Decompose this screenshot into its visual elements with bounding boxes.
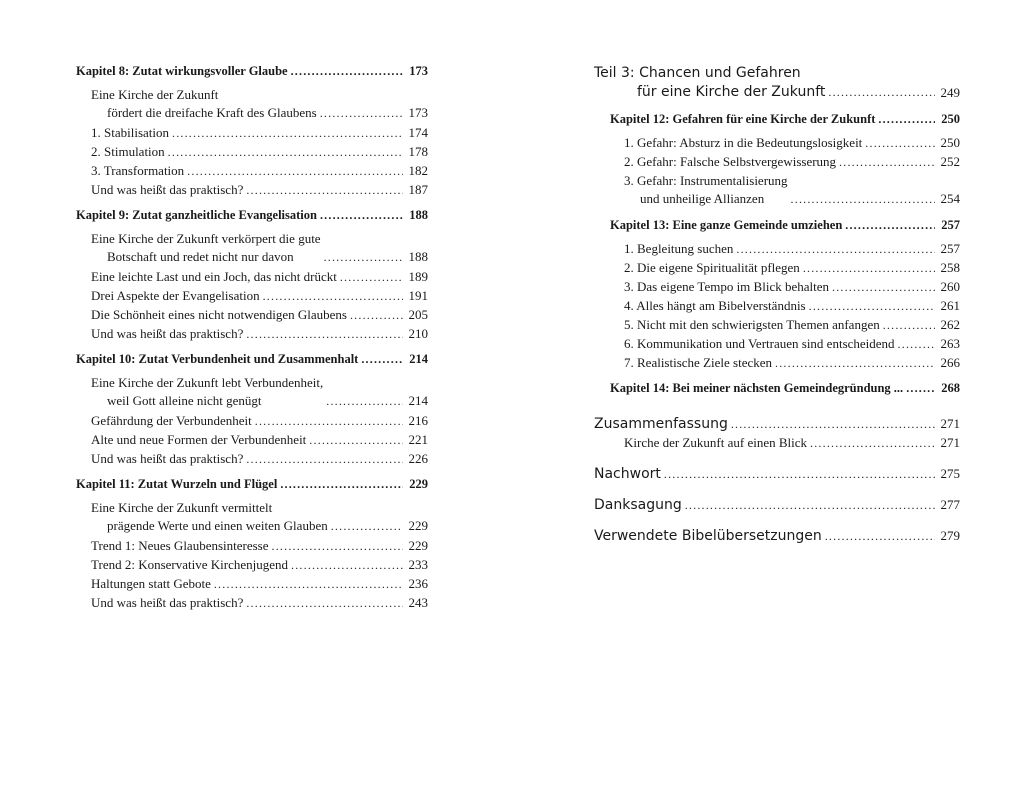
- toc-entry: [594, 316, 960, 334]
- toc-entry: [76, 306, 428, 324]
- toc-entry-line: Eine Kirche der Zukunft verkörpert die gute: [91, 231, 321, 246]
- toc-entry: [76, 230, 428, 266]
- page-number: 275: [940, 466, 960, 481]
- dot-leader: [331, 517, 403, 535]
- toc-entry-line: Verwendete Bibelübersetzungen: [594, 528, 822, 544]
- toc-entry-line: 2. Die eigene Spiritualität pflegen: [624, 260, 800, 275]
- dot-leader: [324, 248, 403, 266]
- toc-entry-title: [76, 287, 260, 305]
- toc-entry-line: Eine Kirche der Zukunft vermittelt: [91, 500, 273, 515]
- toc-entry-line: 3. Das eigene Tempo im Blick behalten: [624, 279, 829, 294]
- dot-leader: [272, 537, 403, 555]
- toc-entry: [76, 124, 428, 142]
- page-number: 191: [408, 288, 428, 303]
- toc-entry-title: [594, 110, 875, 128]
- toc-entry: [594, 110, 960, 128]
- toc-entry: [76, 374, 428, 410]
- toc-entry-title: [76, 594, 243, 612]
- toc-entry: [594, 297, 960, 315]
- toc-entry-line: Haltungen statt Gebote: [91, 576, 211, 591]
- toc-entry-title: [594, 216, 842, 234]
- page-number: 262: [940, 317, 960, 332]
- dot-leader: [685, 496, 935, 515]
- toc-entry: [76, 475, 428, 493]
- page-number: 257: [940, 241, 960, 256]
- toc-entry: [76, 62, 428, 80]
- toc-entry: [76, 537, 428, 555]
- toc-entry-title: [76, 124, 169, 142]
- dot-leader: [214, 575, 403, 593]
- toc-entry: [594, 335, 960, 353]
- toc-entry-title: [76, 162, 184, 180]
- toc-entry-line: Trend 1: Neues Glaubensinteresse: [91, 538, 269, 553]
- toc-entry: [76, 556, 428, 574]
- toc-entry-title: [76, 143, 165, 161]
- page-number: 243: [408, 595, 428, 610]
- page-number: 214: [409, 352, 428, 366]
- toc-entry: [594, 216, 960, 234]
- toc-entry-line: 3. Transformation: [91, 163, 185, 178]
- toc-entry-title: [594, 335, 895, 353]
- dot-leader: [832, 278, 935, 296]
- page-number: 260: [940, 279, 960, 294]
- toc-entry-title: [594, 527, 822, 546]
- toc-entry-line: 1. Gefahr: Absturz in die Bedeutungslosigkeit: [624, 135, 863, 150]
- toc-entry-line: Drei Aspekte der Evangelisation: [91, 288, 260, 303]
- toc-entry-line: 6. Kommunikation und Vertrauen sind entscheidend: [624, 336, 895, 351]
- dot-leader: [825, 527, 935, 546]
- page-number: 271: [940, 435, 960, 450]
- toc-entry-continuation: prägende Werte und einen weiten Glauben: [107, 518, 328, 533]
- toc-entry: [594, 464, 960, 484]
- toc-entry-line: Alte und neue Formen der Verbundenheit: [91, 432, 307, 447]
- toc-entry: [76, 268, 428, 286]
- toc-entry-title: [594, 434, 807, 452]
- toc-entry-line: Und was heißt das praktisch?: [91, 182, 244, 197]
- toc-entry: [76, 499, 428, 535]
- toc-entry-title: [76, 268, 337, 286]
- toc-entry-title: [76, 206, 317, 224]
- toc-entry: [76, 450, 428, 468]
- dot-leader: [736, 240, 935, 258]
- page-number: 216: [408, 413, 428, 428]
- toc-entry-line: Und was heißt das praktisch?: [91, 451, 244, 466]
- page-number: 221: [408, 432, 428, 447]
- toc-entry-title: [594, 297, 806, 315]
- toc-entry-title: [76, 475, 277, 493]
- page-number: 277: [940, 497, 960, 512]
- toc-entry-line: Und was heißt das praktisch?: [91, 595, 244, 610]
- page-number: 261: [940, 298, 960, 313]
- toc-entry: [76, 287, 428, 305]
- toc-entry-line: Kapitel 12: Gefahren für eine Kirche der Zukunft: [610, 112, 876, 126]
- dot-leader: [865, 134, 935, 152]
- toc-entry: [594, 259, 960, 277]
- dot-leader: [246, 325, 403, 343]
- toc-entry-title: [76, 431, 306, 449]
- dot-leader: [246, 450, 403, 468]
- page-number: 250: [940, 135, 960, 150]
- toc-entry-line: 4. Alles hängt am Bibelverständnis: [624, 298, 806, 313]
- dot-leader: [845, 216, 935, 234]
- toc-entry-line: Und was heißt das praktisch?: [91, 326, 244, 341]
- toc-entry: [76, 575, 428, 593]
- toc-entry-title: [76, 412, 252, 430]
- page-number: 249: [940, 85, 960, 100]
- toc-entry-line: Zusammenfassung: [594, 416, 728, 432]
- toc-entry: [76, 162, 428, 180]
- toc-entry-title: [76, 306, 347, 324]
- page-number: 187: [408, 182, 428, 197]
- toc-entry-line: Kapitel 10: Zutat Verbundenheit und Zusammenhalt: [76, 352, 359, 366]
- toc-entry-continuation: fördert die dreifache Kraft des Glaubens: [107, 105, 317, 120]
- page-number: 188: [408, 249, 428, 264]
- toc-entry-line: Trend 2: Konservative Kirchenjugend: [91, 557, 289, 572]
- page-number: 173: [409, 64, 428, 78]
- toc-entry-title: [594, 379, 903, 397]
- toc-entry-line: Eine Kirche der Zukunft: [91, 87, 219, 102]
- toc-entry: [76, 86, 428, 122]
- page-number: 279: [940, 528, 960, 543]
- toc-entry: [76, 412, 428, 430]
- toc-entry-title: [76, 499, 328, 535]
- toc-entry-line: 1. Stabilisation: [91, 125, 169, 140]
- toc-entry-line: Kapitel 8: Zutat wirkungsvoller Glaube: [76, 64, 288, 78]
- toc-entry: [594, 379, 960, 397]
- page-number: 266: [940, 355, 960, 370]
- page-number: 236: [408, 576, 428, 591]
- page-number: 229: [408, 538, 428, 553]
- toc-entry: [594, 414, 960, 434]
- toc-entry-title: [76, 575, 211, 593]
- toc-entry-line: Kapitel 13: Eine ganze Gemeinde umziehen: [610, 218, 843, 232]
- toc-entry-title: [76, 86, 317, 122]
- page-number: 257: [941, 218, 960, 232]
- dot-leader: [291, 62, 403, 80]
- toc-entry: [594, 172, 960, 208]
- dot-leader: [883, 316, 935, 334]
- dot-leader: [803, 259, 935, 277]
- page-number: 214: [408, 393, 428, 408]
- page-number: 268: [941, 381, 960, 395]
- toc-entry-line: 2. Gefahr: Falsche Selbstvergewisserung: [624, 154, 837, 169]
- toc-entry-line: Danksagung: [594, 497, 682, 513]
- toc-entry-title: [594, 64, 825, 102]
- toc-entry-title: [76, 62, 288, 80]
- toc-entry: [594, 64, 960, 102]
- toc-entry-title: [594, 259, 800, 277]
- dot-leader: [263, 287, 403, 305]
- page-number: 252: [940, 154, 960, 169]
- page-number: 271: [940, 416, 960, 431]
- dot-leader: [906, 379, 935, 397]
- page-number: 210: [408, 326, 428, 341]
- dot-leader: [361, 350, 403, 368]
- toc-entry-title: [594, 496, 682, 515]
- toc-entry-title: [594, 415, 728, 434]
- toc-entry-title: [76, 450, 243, 468]
- toc-entry: [594, 240, 960, 258]
- page-number: 258: [940, 260, 960, 275]
- toc-entry-title: [594, 240, 733, 258]
- page-number: 250: [941, 112, 960, 126]
- toc-entry-line: Kapitel 14: Bei meiner nächsten Gemeindegründung ...: [610, 381, 904, 395]
- toc-entry: [594, 354, 960, 372]
- dot-leader: [320, 206, 403, 224]
- dot-leader: [350, 306, 403, 324]
- toc-entry-title: [76, 230, 321, 266]
- dot-leader: [172, 124, 403, 142]
- dot-leader: [168, 143, 403, 161]
- dot-leader: [280, 475, 403, 493]
- toc-entry-title: [76, 374, 323, 410]
- toc-entry: [76, 594, 428, 612]
- toc-entry-continuation: weil Gott alleine nicht genügt: [107, 393, 262, 408]
- dot-leader: [340, 268, 403, 286]
- page-number: 233: [408, 557, 428, 572]
- toc-entry-line: Kapitel 9: Zutat ganzheitliche Evangelisation: [76, 208, 317, 222]
- toc-entry-title: [594, 354, 772, 372]
- dot-leader: [320, 104, 403, 122]
- dot-leader: [246, 181, 403, 199]
- dot-leader: [839, 153, 935, 171]
- toc-entry-line: Die Schönheit eines nicht notwendigen Glaubens: [91, 307, 347, 322]
- toc-entry-title: [76, 350, 358, 368]
- dot-leader: [187, 162, 403, 180]
- toc-entry-line: Kapitel 11: Zutat Wurzeln und Flügel: [76, 477, 278, 491]
- toc-entry-line: 3. Gefahr: Instrumentalisierung: [624, 173, 788, 188]
- toc-entry-title: [594, 316, 880, 334]
- dot-leader: [664, 465, 935, 484]
- dot-leader: [326, 392, 403, 410]
- toc-entry-title: [76, 537, 269, 555]
- toc-entry-line: 2. Stimulation: [91, 144, 165, 159]
- dot-leader: [309, 431, 403, 449]
- toc-entry-line: 7. Realistische Ziele stecken: [624, 355, 773, 370]
- toc-entry-continuation: Botschaft und redet nicht nur davon: [107, 249, 294, 264]
- page-number: 226: [408, 451, 428, 466]
- toc-entry-title: [76, 181, 243, 199]
- page-number: 205: [408, 307, 428, 322]
- toc-entry: [76, 143, 428, 161]
- toc-entry: [594, 278, 960, 296]
- dot-leader: [809, 297, 935, 315]
- dot-leader: [878, 110, 935, 128]
- toc-entry: [594, 153, 960, 171]
- page-number: 173: [408, 105, 428, 120]
- toc-entry-title: [76, 556, 288, 574]
- page-number: 174: [408, 125, 428, 140]
- toc-entry-continuation: für eine Kirche der Zukunft: [637, 84, 826, 100]
- toc-entry: [76, 325, 428, 343]
- toc-entry-line: Kirche der Zukunft auf einen Blick: [624, 435, 808, 450]
- toc-entry-title: [594, 134, 862, 152]
- toc-entry: [594, 526, 960, 546]
- toc-entry-title: [594, 278, 829, 296]
- toc-entry-title: [594, 172, 788, 208]
- dot-leader: [828, 83, 935, 102]
- toc-entry-title: [594, 153, 836, 171]
- toc-entry: [76, 181, 428, 199]
- dot-leader: [291, 556, 403, 574]
- dot-leader: [898, 335, 935, 353]
- toc-entry-line: 5. Nicht mit den schwierigsten Themen anfangen: [624, 317, 880, 332]
- page-number: 189: [408, 269, 428, 284]
- dot-leader: [731, 415, 935, 434]
- page-number: 254: [940, 191, 960, 206]
- dot-leader: [246, 594, 403, 612]
- toc-entry: [76, 350, 428, 368]
- toc-entry-title: [76, 325, 243, 343]
- dot-leader: [255, 412, 403, 430]
- page-number: 182: [408, 163, 428, 178]
- toc-entry-line: Eine Kirche der Zukunft lebt Verbundenheit,: [91, 375, 324, 390]
- toc-entry-line: Teil 3: Chancen und Gefahren: [594, 65, 801, 81]
- toc-entry: [76, 431, 428, 449]
- page-number: 229: [408, 518, 428, 533]
- page-number: 229: [409, 477, 428, 491]
- toc-entry-line: 1. Begleitung suchen: [624, 241, 734, 256]
- toc-entry-line: Eine leichte Last und ein Joch, das nicht drückt: [91, 269, 337, 284]
- toc-entry: [594, 434, 960, 452]
- toc-entry-title: [594, 465, 661, 484]
- toc-entry: [594, 134, 960, 152]
- dot-leader: [775, 354, 935, 372]
- dot-leader: [791, 190, 935, 208]
- page-number: 178: [408, 144, 428, 159]
- page-number: 263: [940, 336, 960, 351]
- toc-entry-line: Gefährdung der Verbundenheit: [91, 413, 252, 428]
- dot-leader: [810, 434, 935, 452]
- toc-entry: [76, 206, 428, 224]
- toc-entry-line: Nachwort: [594, 466, 661, 482]
- toc-entry: [594, 495, 960, 515]
- page-number: 188: [409, 208, 428, 222]
- toc-entry-continuation: und unheilige Allianzen: [640, 191, 765, 206]
